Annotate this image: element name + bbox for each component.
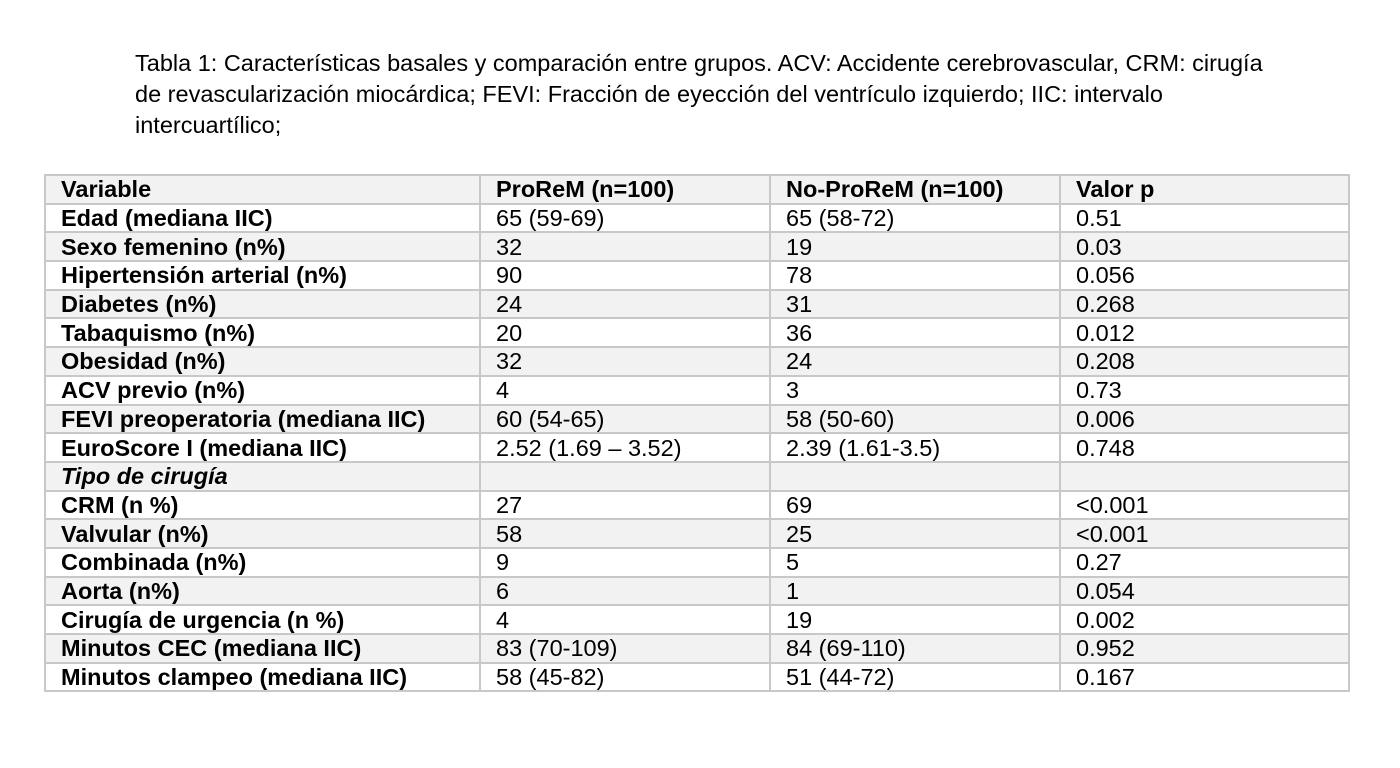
table-row: [45, 204, 1349, 233]
row-variable: Edad (mediana IIC): [45, 204, 480, 233]
row-p-value: 0.002: [1060, 605, 1349, 634]
table-row: [45, 577, 1349, 606]
row-prorem: 32: [480, 347, 770, 376]
table-row: [45, 548, 1349, 577]
row-variable: Valvular (n%): [45, 519, 480, 548]
row-variable: Combinada (n%): [45, 548, 480, 577]
section-label: Tipo de cirugía: [45, 462, 480, 491]
row-no-prorem: 1: [770, 577, 1060, 606]
row-no-prorem: 2.39 (1.61-3.5): [770, 433, 1060, 462]
row-p-value: 0.208: [1060, 347, 1349, 376]
table-section-row: [45, 462, 1349, 491]
table-row: [45, 347, 1349, 376]
row-variable: Cirugía de urgencia (n %): [45, 605, 480, 634]
row-no-prorem: 19: [770, 605, 1060, 634]
row-variable: Sexo femenino (n%): [45, 232, 480, 261]
row-prorem: 58 (45-82): [480, 663, 770, 692]
table-row: [45, 663, 1349, 692]
header-no-prorem: No-ProReM (n=100): [770, 175, 1060, 204]
row-no-prorem: [770, 462, 1060, 491]
row-prorem: 83 (70-109): [480, 634, 770, 663]
row-p-value: 0.51: [1060, 204, 1349, 233]
row-variable: FEVI preoperatoria (mediana IIC): [45, 405, 480, 434]
row-variable: Obesidad (n%): [45, 347, 480, 376]
row-prorem: 58: [480, 519, 770, 548]
table-row: [45, 433, 1349, 462]
row-prorem: [480, 462, 770, 491]
table-row: [45, 605, 1349, 634]
table-row: [45, 261, 1349, 290]
row-p-value: 0.167: [1060, 663, 1349, 692]
row-p-value: 0.056: [1060, 261, 1349, 290]
table-row: [45, 519, 1349, 548]
table-row: [45, 634, 1349, 663]
row-no-prorem: 31: [770, 290, 1060, 319]
row-no-prorem: 3: [770, 376, 1060, 405]
row-p-value: <0.001: [1060, 491, 1349, 520]
row-variable: Diabetes (n%): [45, 290, 480, 319]
row-p-value: 0.054: [1060, 577, 1349, 606]
row-prorem: 24: [480, 290, 770, 319]
row-prorem: 4: [480, 605, 770, 634]
row-no-prorem: 51 (44-72): [770, 663, 1060, 692]
row-p-value: 0.012: [1060, 318, 1349, 347]
row-no-prorem: 24: [770, 347, 1060, 376]
row-p-value: 0.748: [1060, 433, 1349, 462]
row-variable: Minutos clampeo (mediana IIC): [45, 663, 480, 692]
row-no-prorem: 78: [770, 261, 1060, 290]
row-prorem: 32: [480, 232, 770, 261]
row-prorem: 4: [480, 376, 770, 405]
table-row: [45, 232, 1349, 261]
row-no-prorem: 69: [770, 491, 1060, 520]
row-no-prorem: 19: [770, 232, 1060, 261]
row-no-prorem: 58 (50-60): [770, 405, 1060, 434]
row-p-value: 0.73: [1060, 376, 1349, 405]
row-no-prorem: 36: [770, 318, 1060, 347]
row-variable: ACV previo (n%): [45, 376, 480, 405]
row-no-prorem: 65 (58-72): [770, 204, 1060, 233]
header-p-value: Valor p: [1060, 175, 1349, 204]
row-variable: Minutos CEC (mediana IIC): [45, 634, 480, 663]
header-variable: Variable: [45, 175, 480, 204]
table-row: [45, 318, 1349, 347]
row-variable: EuroScore I (mediana IIC): [45, 433, 480, 462]
row-p-value: 0.952: [1060, 634, 1349, 663]
row-prorem: 9: [480, 548, 770, 577]
table-row: [45, 290, 1349, 319]
row-p-value: 0.006: [1060, 405, 1349, 434]
row-no-prorem: 5: [770, 548, 1060, 577]
row-prorem: 2.52 (1.69 – 3.52): [480, 433, 770, 462]
table-caption: Tabla 1: Características basales y comparación entre grupos. ACV: Accidente cerebrovascular, CRM: cirugía de revascularización miocárdica; FEVI: Fracción de eyección del ventrículo izquierdo; IIC: intervalo intercuartílico;: [135, 50, 1263, 138]
row-variable: CRM (n %): [45, 491, 480, 520]
row-variable: Aorta (n%): [45, 577, 480, 606]
header-prorem: ProReM (n=100): [480, 175, 770, 204]
row-prorem: 65 (59-69): [480, 204, 770, 233]
row-prorem: 20: [480, 318, 770, 347]
table-row: [45, 405, 1349, 434]
row-p-value: 0.27: [1060, 548, 1349, 577]
row-no-prorem: 84 (69-110): [770, 634, 1060, 663]
row-prorem: 27: [480, 491, 770, 520]
row-prorem: 6: [480, 577, 770, 606]
row-variable: Tabaquismo (n%): [45, 318, 480, 347]
table-header-row: [45, 175, 1349, 204]
row-p-value: 0.03: [1060, 232, 1349, 261]
baseline-characteristics-table: [44, 174, 1350, 692]
table-row: [45, 491, 1349, 520]
row-p-value: 0.268: [1060, 290, 1349, 319]
row-prorem: 90: [480, 261, 770, 290]
row-no-prorem: 25: [770, 519, 1060, 548]
row-variable: Hipertensión arterial (n%): [45, 261, 480, 290]
table-row: [45, 376, 1349, 405]
row-prorem: 60 (54-65): [480, 405, 770, 434]
row-p-value: <0.001: [1060, 519, 1349, 548]
row-p-value: [1060, 462, 1349, 491]
